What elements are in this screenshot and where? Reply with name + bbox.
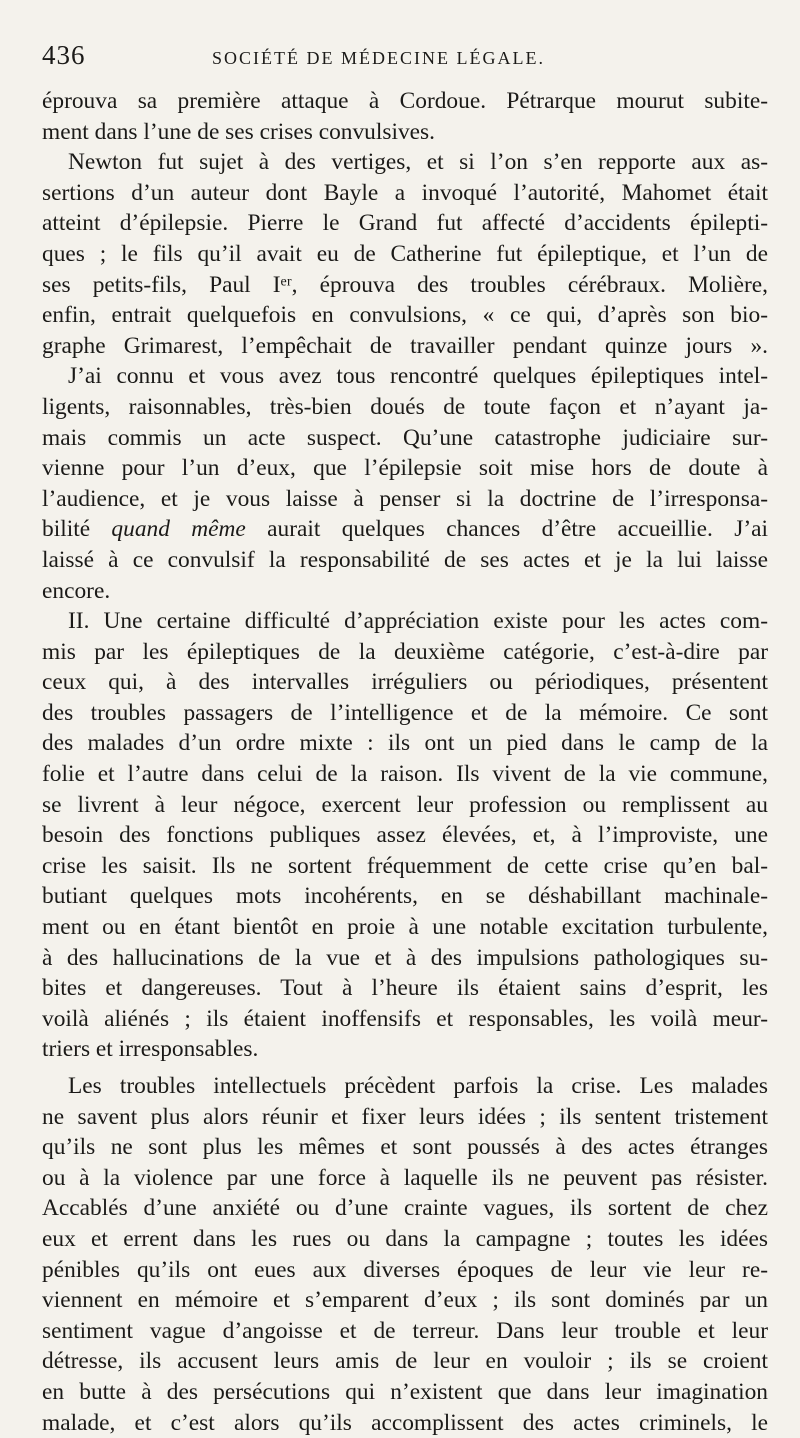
text-line: butiant quelques mots incohérents, en se déshabillant machinale-	[42, 883, 768, 910]
text-line: bites et dangereuses. Tout à l’heure ils étaient sains d’esprit, les	[42, 975, 768, 1002]
text-line: ou à la violence par une force à laquelle ils ne peuvent pas résister.	[42, 1164, 768, 1191]
text-line: sertions d’un auteur dont Bayle a invoqué l’autorité, Mahomet était	[42, 179, 768, 206]
page-number: 436	[42, 40, 86, 70]
text-line: des troubles passagers de l’intelligence et de la mémoire. Ce sont	[42, 699, 768, 726]
paragraph-4	[42, 606, 768, 1065]
text-line: Accablés d’une anxiété ou d’une crainte vagues, ils sortent de chez	[42, 1195, 768, 1222]
text-line: vienne pour l’un d’eux, que l’épilepsie soit mise hors de doute à	[42, 455, 768, 482]
running-head: SOCIÉTÉ DE MÉDECINE LÉGALE.	[212, 48, 545, 68]
text-line: J’ai connu et vous avez tous rencontré quelques épileptiques intel-	[68, 363, 768, 390]
text-line: ment ou en étant bientôt en proie à une notable excitation turbulente,	[42, 914, 768, 941]
paragraph-1	[42, 86, 768, 147]
text-line: ment dans l’une de ses crises convulsives.	[42, 118, 436, 145]
text-line: mis par les épileptiques de la deuxième catégorie, c’est-à-dire par	[42, 638, 768, 665]
text-line: sentiment vague d’angoisse et de terreur. Dans leur trouble et leur	[42, 1317, 768, 1344]
text-line: en butte à des persécutions qui n’existent que dans leur imagination	[42, 1378, 768, 1405]
text-line: ques ; le fils qu’il avait eu de Catherine fut épileptique, et l’un de	[42, 240, 768, 267]
text-line: viennent en mémoire et s’emparent d’eux ; ils sont dominés par un	[42, 1287, 768, 1314]
text-line: folie et l’autre dans celui de la raison. Ils vivent de la vie commune,	[42, 761, 768, 788]
text-line: besoin des fonctions publiques assez élevées, et, à l’improviste, une	[42, 822, 768, 849]
text-line: qu’ils ne sont plus les mêmes et sont poussés à des actes étranges	[42, 1134, 768, 1161]
text-line: bilité quand même aurait quelques chances d’être accueillie. J’ai	[42, 516, 769, 543]
text-line: détresse, ils accusent leurs amis de leur en vouloir ; ils se croient	[42, 1348, 768, 1375]
paragraph-5	[42, 1071, 768, 1438]
text-line: enfin, entrait quelquefois en convulsions, « ce qui, d’après son bio-	[42, 302, 768, 329]
text-line: voilà aliénés ; ils étaient inoffensifs et responsables, les voilà meur-	[42, 1005, 768, 1032]
page-header	[42, 40, 768, 86]
text-line: atteint d’épilepsie. Pierre le Grand fut affecté d’accidents épilepti-	[42, 210, 768, 237]
text-line: à des hallucinations de la vue et à des impulsions pathologiques su-	[42, 944, 768, 971]
text-line: des malades d’un ordre mixte : ils ont un pied dans le camp de la	[42, 730, 768, 757]
paragraph-3	[42, 361, 768, 606]
text-line: l’audience, et je vous laisse à penser si la doctrine de l’irresponsa-	[42, 485, 768, 512]
body-text	[42, 86, 768, 1438]
text-line: eux et errent dans les rues ou dans la campagne ; toutes les idées	[42, 1225, 768, 1252]
text-line: encore.	[42, 577, 111, 604]
text-line: se livrent à leur négoce, exercent leur profession ou remplissent au	[42, 791, 768, 818]
text-line: Les troubles intellectuels précèdent parfois la crise. Les malades	[68, 1073, 768, 1099]
text-line: triers et irresponsables.	[42, 1036, 259, 1063]
emphasis: quand même	[111, 516, 246, 543]
paragraph-2	[42, 147, 768, 361]
text-line: ses petits-fils, Paul Iᵉʳ, éprouva des troubles cérébraux. Molière,	[42, 271, 768, 298]
text-line: ligents, raisonnables, très-bien doués de toute façon et n’ayant ja-	[42, 393, 768, 420]
text-line: malade, et c’est alors qu’ils accomplissent des actes criminels, le	[42, 1409, 768, 1436]
text-line: II. Une certaine difficulté d’appréciation existe pour les actes com-	[68, 608, 768, 635]
text-line: laissé à ce convulsif la responsabilité de ses actes et je la lui laisse	[42, 546, 768, 573]
text-line: éprouva sa première attaque à Cordoue. Pétrarque mourut subite-	[42, 88, 768, 114]
text-line: crise les saisit. Ils ne sortent fréquemment de cette crise qu’en bal-	[42, 852, 768, 879]
text-line: ceux qui, à des intervalles irréguliers ou périodiques, présentent	[42, 669, 768, 696]
text-line: pénibles qu’ils ont eues aux diverses époques de leur vie leur re-	[42, 1256, 768, 1283]
text-line: graphe Grimarest, l’empêchait de travailler pendant quinze jours ».	[42, 332, 768, 359]
text-line: Newton fut sujet à des vertiges, et si l’on s’en repporte aux as-	[68, 149, 768, 176]
text-line: ne savent plus alors réunir et fixer leurs idées ; ils sentent tristement	[42, 1103, 768, 1130]
text-line: mais commis un acte suspect. Qu’une catastrophe judiciaire sur-	[42, 424, 768, 451]
